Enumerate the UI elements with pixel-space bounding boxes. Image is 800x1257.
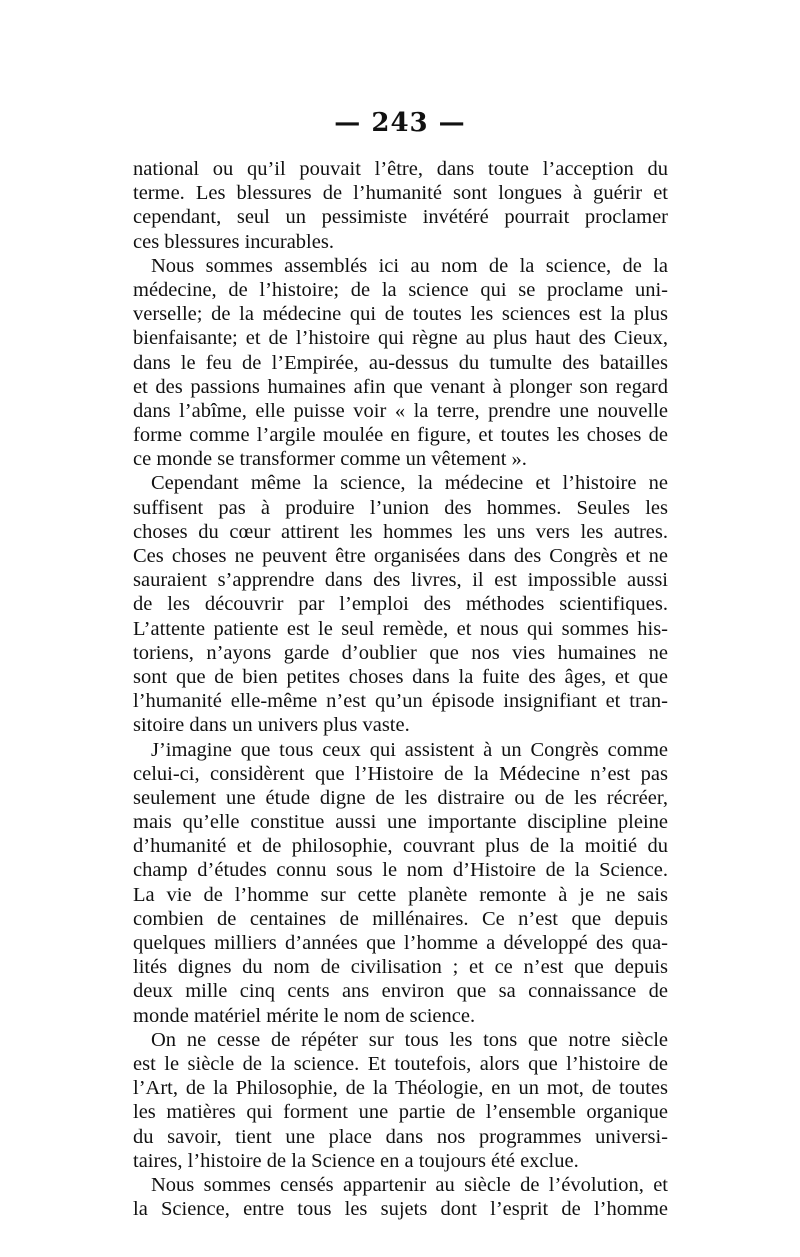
text-line: cependant, seul un pessimiste invétéré pourrait proclamer [133, 206, 668, 229]
text-line: ces blessures incurables. [133, 230, 334, 253]
text-line: J’imagine que tous ceux qui assistent à un Congrès comme [151, 738, 668, 761]
text-line: forme comme l’argile moulée en figure, et toutes les choses de [133, 424, 668, 447]
text-line: Cependant même la science, la médecine et l’histoire ne [151, 472, 668, 495]
text-line: lités dignes du nom de civilisation ; et ce n’est que depuis [133, 956, 668, 979]
text-line: l’humanité elle-même n’est qu’un épisode insignifiant et tran- [133, 690, 668, 713]
text-line: sauraient s’apprendre dans des livres, il est impossible aussi [133, 569, 668, 592]
text-line: terme. Les blessures de l’humanité sont longues à guérir et [133, 182, 668, 205]
text-line: la Science, entre tous les sujets dont l’esprit de l’homme [133, 1198, 668, 1221]
text-line: Nous sommes censés appartenir au siècle de l’évolution, et [151, 1173, 668, 1196]
text-line: deux mille cinq cents ans environ que sa connaissance de [133, 980, 668, 1003]
text-line: dans l’abîme, elle puisse voir « la terre, prendre une nouvelle [133, 399, 668, 422]
text-line: l’Art, de la Philosophie, de la Théologie, en un mot, de toutes [133, 1077, 668, 1100]
text-line: toriens, n’ayons garde d’oublier que nos vies humaines ne [133, 641, 668, 664]
text-line: seulement une étude digne de les distraire ou de les récréer, [133, 786, 668, 809]
text-line: ce monde se transformer comme un vêtement ». [133, 448, 527, 471]
text-line: celui-ci, considèrent que l’Histoire de la Médecine n’est pas [133, 762, 668, 785]
text-line: mais qu’elle constitue aussi une importante discipline pleine [133, 811, 668, 834]
text-line: monde matériel mérite le nom de science. [133, 1004, 476, 1027]
text-line: est le siècle de la science. Et toutefois, alors que l’histoire de [133, 1052, 668, 1075]
text-line: verselle; de la médecine qui de toutes les sciences est la plus [133, 303, 668, 326]
text-line: On ne cesse de répéter sur tous les tons que notre siècle [151, 1028, 668, 1051]
text-line: L’attente patiente est le seul remède, et nous qui sommes his- [133, 617, 668, 640]
text-line: champ d’études connu sous le nom d’Histoire de la Science. [133, 859, 668, 882]
text-line: Nous sommes assemblés ici au nom de la science, de la [151, 254, 668, 277]
text-line: quelques milliers d’années que l’homme a développé des qua- [133, 932, 668, 954]
text-line: de les découvrir par l’emploi des méthodes scientifiques. [133, 593, 668, 616]
page-number: — 243 — [334, 108, 466, 138]
text-line: Ces choses ne peuvent être organisées dans des Congrès et ne [133, 545, 668, 567]
text-line: d’humanité et de philosophie, couvrant plus de la moitié du [133, 835, 668, 858]
text-line: et des passions humaines afin que venant à plonger son regard [133, 375, 668, 398]
text-line: taires, l’histoire de la Science en a toujours été exclue. [133, 1149, 579, 1172]
text-line: les matières qui forment une partie de l’ensemble organique [133, 1101, 668, 1124]
text-line: dans le feu de l’Empirée, au-dessus du tumulte des batailles [133, 351, 668, 374]
text-line: médecine, de l’histoire; de la science qui se proclame uni- [133, 278, 668, 301]
body-text [133, 157, 668, 1221]
text-line: combien de centaines de millénaires. Ce n’est que depuis [133, 907, 668, 930]
text-line: sont que de bien petites choses dans la fuite des âges, et que [133, 665, 668, 688]
text-line: national ou qu’il pouvait l’être, dans toute l’acception du [133, 158, 668, 180]
text-line: sitoire dans un univers plus vaste. [133, 714, 410, 737]
text-line: choses du cœur attirent les hommes les uns vers les autres. [133, 520, 668, 543]
text-line: bienfaisante; et de l’histoire qui règne au plus haut des Cieux, [133, 327, 668, 350]
text-line: La vie de l’homme sur cette planète remonte à je ne sais [133, 883, 668, 906]
text-line: suffisent pas à produire l’union des hommes. Seules les [133, 496, 668, 519]
text-line: du savoir, tient une place dans nos programmes universi- [133, 1125, 668, 1148]
